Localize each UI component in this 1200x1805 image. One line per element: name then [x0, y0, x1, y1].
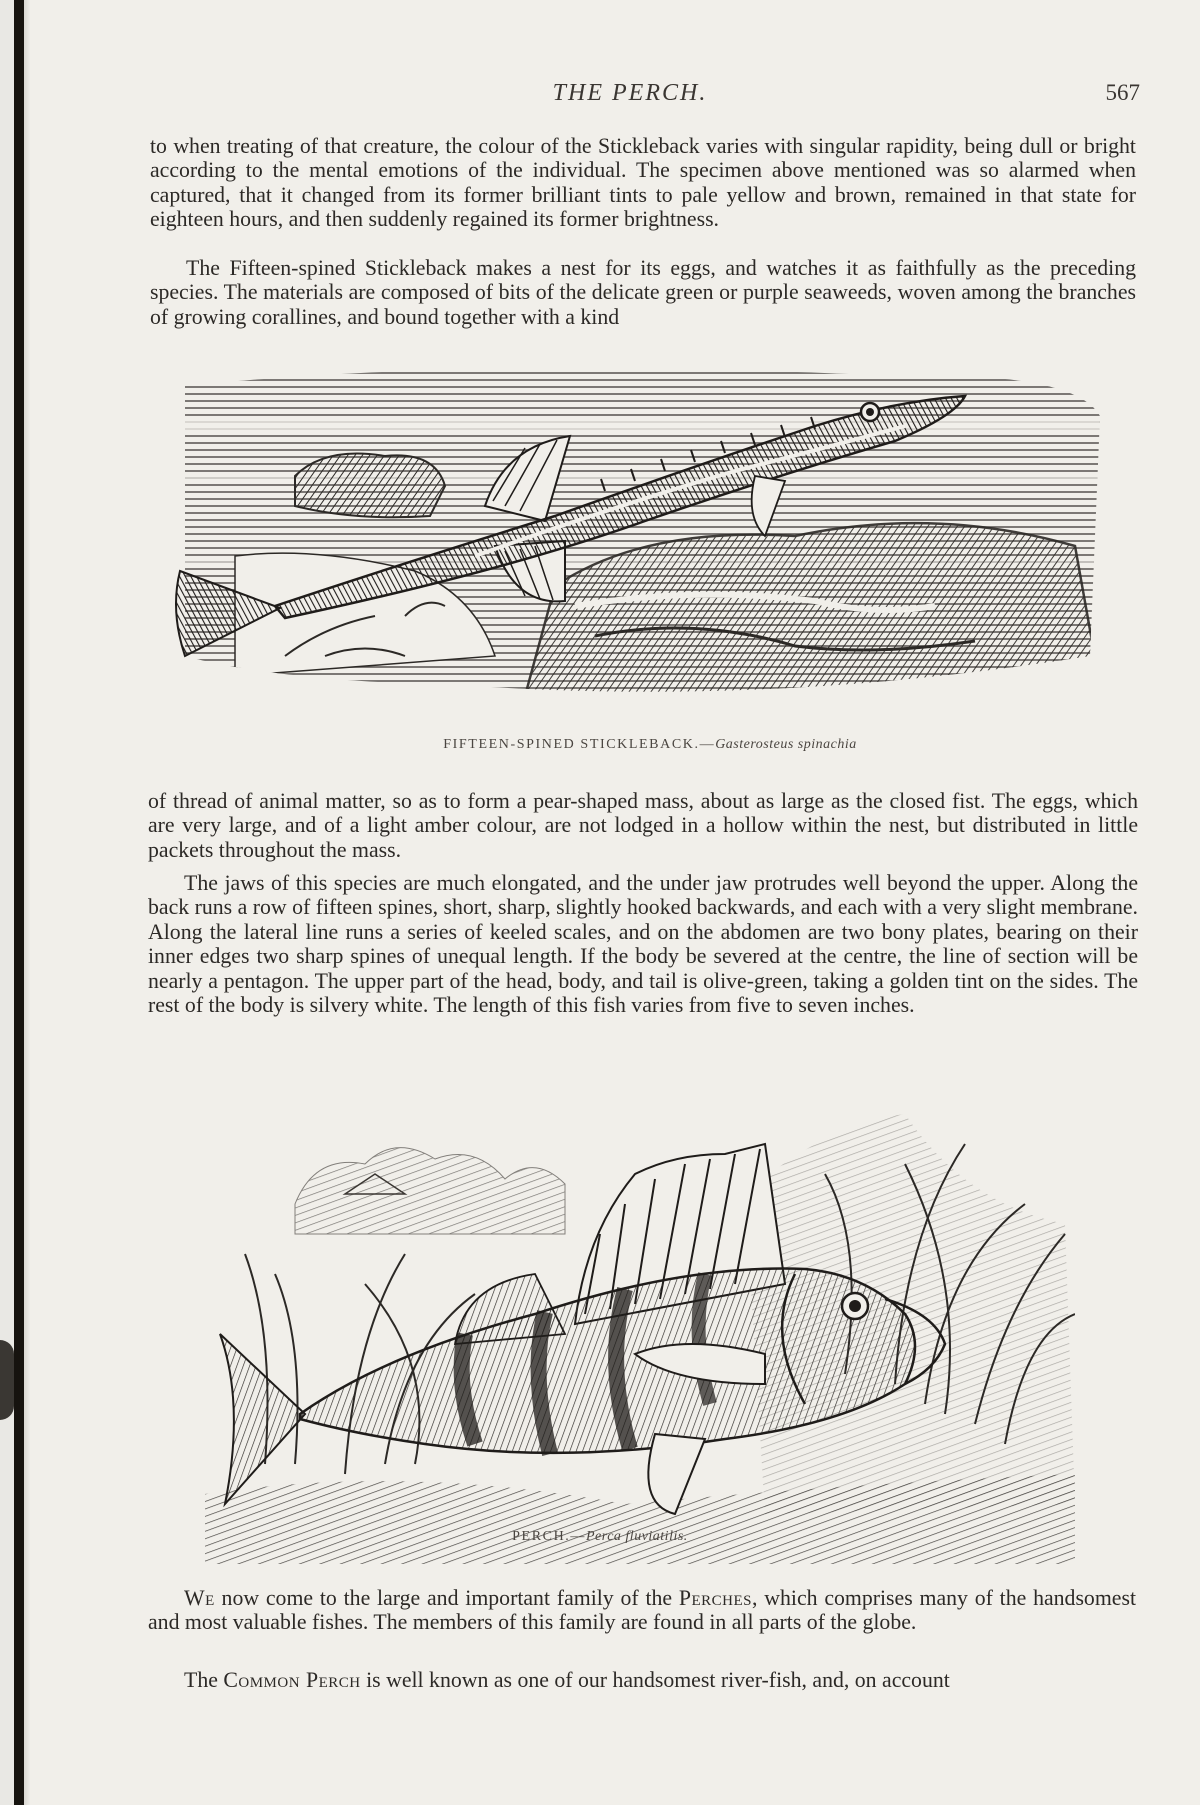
paragraph-colour-change: to when treating of that creature, the colour of the Stickleback varies with singular rapidity, being dull or bright according to the mental emotions of the individual. The specimen above mentioned was so alarmed when captured, that it changed from its former brilliant tints to pale yellow and brown, remained in that state for eighteen hours, and then suddenly regained its former brightness. — [150, 134, 1136, 232]
paragraph-jaws-description: The jaws of this species are much elongated, and the under jaw protrudes well beyond the upper. Along the back runs a row of fifteen spines, short, sharp, slightly hooked backwards, and each with a very slight membrane. Along the lateral line runs a series of keeled scales, and on the abdomen are two bony plates, bearing on their inner edges two sharp spines of unequal length. If the body be severed at the centre, the line of section will be nearly a pentagon. The upper part of the head, body, and tail is olive-green, taking a golden tint on the sides. The rest of the body is silvery white. The length of this fish varies from five to seven inches. — [148, 871, 1138, 1018]
paragraph-text-segment: now come to the large and important family of the — [214, 1586, 679, 1610]
perch-engraving — [205, 1084, 1075, 1584]
stickleback-illustration — [175, 356, 1105, 718]
perch-illustration — [205, 1084, 1075, 1584]
stickleback-caption-name: FIFTEEN-SPINED STICKLEBACK.— — [443, 737, 716, 752]
paragraph-perches-family — [148, 1586, 1136, 1635]
stickleback-caption — [300, 737, 1000, 753]
paragraph-text-segment: The — [184, 1668, 224, 1692]
perch-caption-latin: Perca fluviatilis. — [586, 1529, 688, 1544]
stickleback-caption-latin: Gasterosteus spinachia — [715, 737, 857, 752]
perches-smallcaps: Perches — [678, 1586, 753, 1610]
drop-lead-word: We — [184, 1586, 215, 1610]
page-number: 567 — [1105, 80, 1140, 105]
running-head-title: THE PERCH. — [552, 80, 708, 106]
perch-caption-name: PERCH.— — [512, 1529, 586, 1544]
paragraph-nest-thread: of thread of animal matter, so as to form a pear-shaped mass, about as large as the closed fist. The eggs, which are very large, and of a light amber colour, are not lodged in a hollow within the nest, but distributed in little packets throughout the mass. — [148, 789, 1138, 862]
stickleback-engraving — [175, 356, 1105, 718]
perch-caption — [400, 1529, 800, 1545]
paragraph-nest-materials: The Fifteen-spined Stickleback makes a nest for its eggs, and watches it as faithfully as the preceding species. The materials are composed of bits of the delicate green or purple seaweeds, woven among the branches of growing corallines, and bound together with a kind — [150, 256, 1136, 329]
paragraph-common-perch — [148, 1668, 1136, 1692]
common-perch-smallcaps: Common Perch — [223, 1668, 361, 1692]
paragraph-text-segment: , which comprises many of the handsomest and most valuable fishes. The members of this family are found in all parts of the globe. — [148, 1586, 1136, 1635]
paragraph-text-segment: is well known as one of our handsomest river-fish, and, on account — [360, 1668, 950, 1692]
